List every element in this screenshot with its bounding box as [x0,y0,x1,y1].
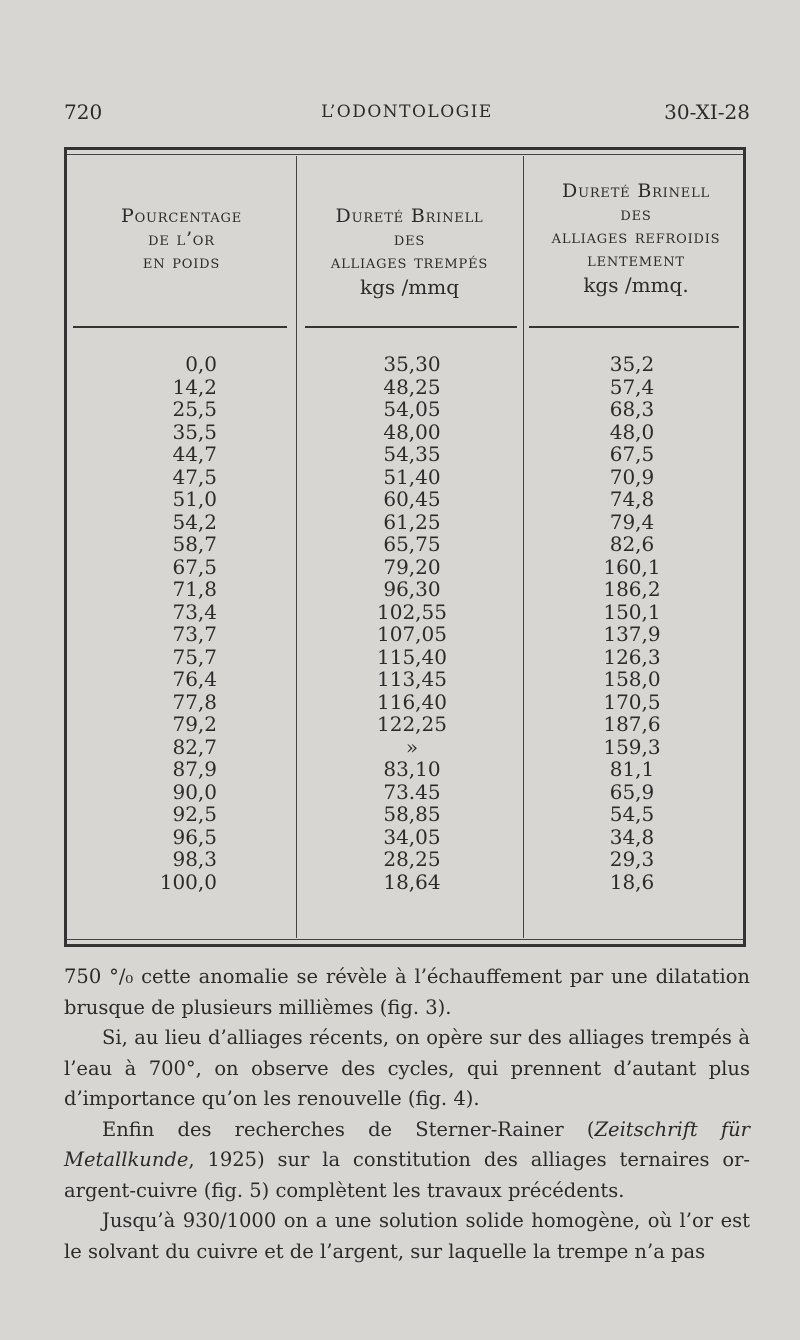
journal-title: L’ODONTOLOGIE [321,102,493,122]
table-cell: 67,5 [172,554,217,579]
table-cell: 92,5 [172,802,217,826]
table-cell: 113,45 [377,667,447,691]
table-cell: 58,7 [172,532,217,556]
header-quenched-hardness [296,205,523,299]
table-cell: 96,30 [383,577,441,601]
table-cell: 48,25 [383,374,441,399]
column-slow-cooled-hardness [587,353,677,893]
table-cell: 54,05 [383,397,441,421]
table-cell: 74,8 [609,487,655,511]
header-line: lentement [587,249,685,271]
table-cell: 187,6 [603,712,661,736]
page-number: 720 [64,100,103,124]
header-unit: kgs /mmq [359,275,459,299]
table-cell: 0,0 [185,352,217,376]
table-cell: 81,1 [609,757,655,781]
header-line: de l’or [148,228,215,250]
table-cell: 60,45 [383,487,441,511]
table-cell: 51,40 [383,464,441,489]
table-cell: 47,5 [172,464,217,489]
table-cell: 107,05 [377,622,447,646]
table-cell: 77,8 [172,689,217,714]
table-cell: 54,2 [172,509,217,534]
table-cell: 98,3 [172,847,217,871]
table-cell: 61,25 [383,509,441,534]
header-line: des [393,228,426,250]
table-cell: 102,55 [377,599,447,624]
table-cell: 150,1 [603,599,661,624]
table-cell: 34,8 [609,824,655,849]
table-cell: 48,00 [383,419,441,444]
table-cell: 100,0 [159,869,217,894]
header-line: alliages refroidis [551,226,721,248]
header-unit: kgs /mmq. [583,273,689,297]
table-cell: 115,40 [377,644,447,669]
table-cell: 73,7 [172,622,217,646]
table-cell: 68,3 [609,397,655,421]
body-text [64,962,750,1267]
header-line: en poids [142,251,221,273]
header-line: Dureté Brinell [562,180,710,202]
table-cell: 54,5 [609,802,655,826]
table-cell: 170,5 [603,689,661,714]
table-cell: 58,85 [383,802,441,826]
table-cell: 28,25 [383,847,441,871]
table-cell: 137,9 [603,622,661,646]
table-cell: 65,75 [383,532,441,556]
table-cell: 122,25 [377,712,447,736]
table-cell: 65,9 [609,779,655,804]
table-cell: 160,1 [603,554,661,579]
table-cell: 90,0 [172,779,217,804]
table-cell: 71,8 [172,577,217,601]
table-cell: 48,0 [609,419,655,444]
table-cell: 44,7 [172,442,217,466]
table-cell: » [405,734,419,759]
table-cell: 87,9 [172,757,217,781]
paragraph-text: , 1925) sur la constitution des alliages ternaires or-argent-cuivre (fig. 5) complètent les travaux précédents. [64,1148,750,1202]
table-cell: 51,0 [172,487,217,511]
table-cell: 73,4 [172,599,217,624]
table-cell: 96,5 [172,824,217,849]
table-cell: 75,7 [172,644,217,669]
paragraph-text: Enfin des recherches de Sterner-Rainer ( [102,1117,595,1141]
table-cell: 83,10 [383,757,441,781]
column-quenched-hardness [357,353,467,893]
header-line: Pourcentage [120,205,243,227]
header-rule [529,326,739,328]
table-cell: 79,4 [609,509,655,534]
header-line: des [620,203,652,225]
table-cell: 116,40 [377,689,447,714]
issue-date: 30-XI-28 [664,100,750,124]
header-rule [73,326,287,328]
table-cell: 54,35 [383,442,441,466]
hardness-table [64,147,746,947]
column-gold-percentage [127,353,217,893]
table-cell: 35,30 [383,352,441,376]
table-cell: 79,20 [383,554,441,579]
header-line: alliages trempés [330,251,489,273]
paragraph: Si, au lieu d’alliages récents, on opère sur des alliages trempés à l’eau à 700°, on observe des cycles, qui prennent d’autant plus d’importance qu’on les renouvelle (fig. 4). [64,1026,750,1110]
table-cell: 126,3 [603,644,661,669]
table-cell: 34,05 [383,824,441,849]
table-cell: 18,6 [609,869,655,894]
paragraph [64,1115,750,1207]
table-cell: 73.45 [383,779,441,804]
table-cell: 82,7 [172,734,217,759]
table-cell: 79,2 [172,712,217,736]
paragraph: 750 °/₀ cette anomalie se révèle à l’échauffement par une dilatation brusque de plusieurs millièmes (fig. 3). [64,965,750,1019]
table-cell: 82,6 [609,532,655,556]
header-gold-percentage [67,205,296,274]
table-cell: 14,2 [172,374,217,399]
table-cell: 186,2 [603,577,661,601]
table-cell: 35,5 [172,419,217,444]
table-cell: 35,2 [609,352,655,376]
table-cell: 18,64 [383,869,441,894]
table-cell: 29,3 [609,847,655,871]
citation-title: Zeitschrift für Metallkunde [64,1117,750,1171]
table-cell: 70,9 [609,464,655,489]
table-cell: 67,5 [609,442,655,466]
table-cell: 25,5 [172,397,217,421]
paragraph: Jusqu’à 930/1000 on a une solution solide homogène, où l’or est le solvant du cuivre et de l’argent, sur laquelle la trempe n’a pas [64,1209,750,1263]
table-cell: 158,0 [603,667,661,691]
header-slow-cooled-hardness [523,180,749,297]
table-cell: 76,4 [172,667,217,691]
running-head [64,100,750,128]
header-rule [305,326,517,328]
header-line: Dureté Brinell [335,205,484,227]
table-cell: 57,4 [609,374,655,399]
table-cell: 159,3 [603,734,661,759]
